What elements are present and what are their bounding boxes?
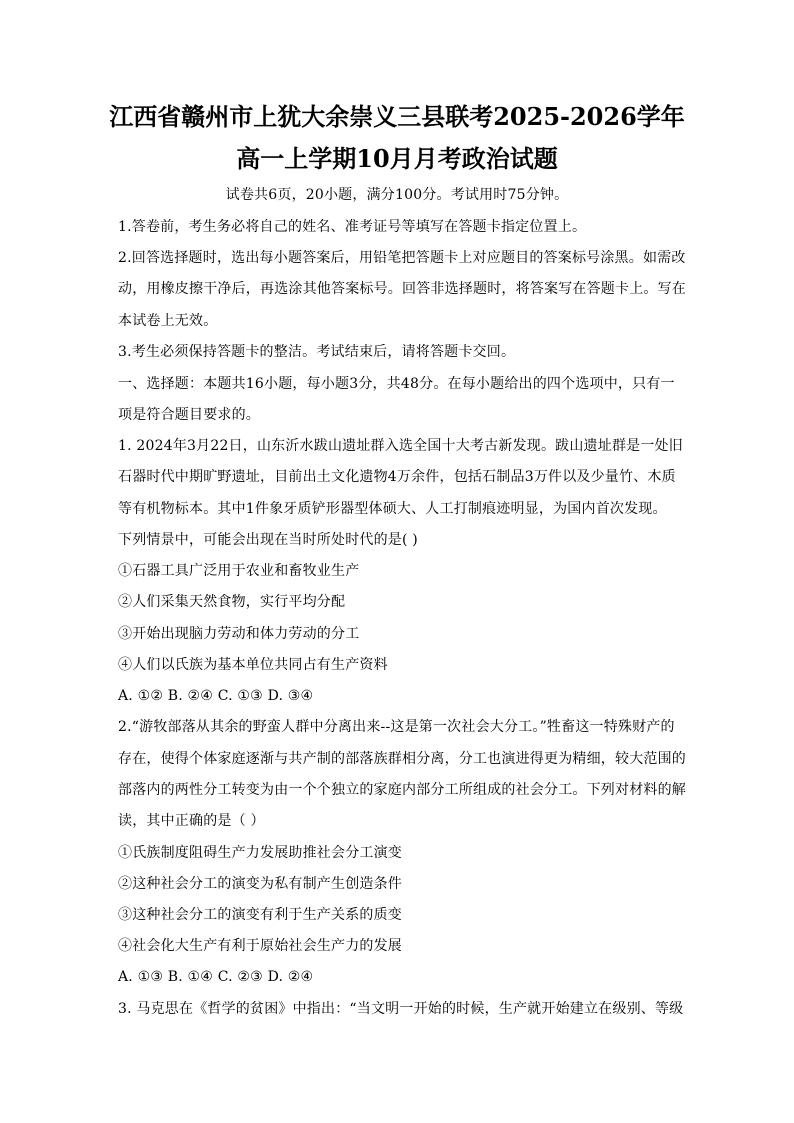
q2-stem-line-4: 读，其中正确的是（ ） bbox=[118, 813, 265, 829]
q1-stem-line-3: 等有机物标本。其中1件象牙质铲形器型体硕大、人工打制痕迹明显，为国内首次发现。 bbox=[118, 501, 667, 517]
q2-stem-line-2: 存在，使得个体家庭逐渐与共产制的部落族群相分离，分工也演进得更为精细，较大范围的 bbox=[118, 751, 686, 767]
instruction-2-line-2: 动，用橡皮擦干净后，再选涂其他答案标号。回答非选择题时，将答案写在答题卡上。写在 bbox=[118, 281, 686, 297]
instruction-2-line-3: 本试卷上无效。 bbox=[118, 313, 218, 329]
q1-option-4: ④人们以氏族为基本单位共同占有生产资料 bbox=[118, 657, 388, 673]
exam-info: 试卷共6页，20小题，满分100分。考试用时75分钟。 bbox=[225, 187, 569, 203]
instruction-1: 1.答卷前，考生务必将自己的姓名、准考证号等填写在答题卡指定位置上。 bbox=[118, 219, 587, 235]
title-line-1: 江西省赣州市上犹大余崇义三县联考2025-2026学年 bbox=[109, 102, 685, 131]
q1-option-3: ③开始出现脑力劳动和体力劳动的分工 bbox=[118, 626, 360, 642]
q1-stem-line-2: 石器时代中期旷野遗址，目前出土文化遗物4万余件，包括石制品3万件以及少量竹、木质 bbox=[118, 469, 676, 485]
q1-stem-line-4: 下列情景中，可能会出现在当时所处时代的是( ) bbox=[118, 532, 418, 548]
q3-stem-line-1: 3. 马克思在《哲学的贫困》中指出：“当文明一开始的时候，生产就开始建立在级别、等级 bbox=[118, 1001, 684, 1017]
q2-option-3: ③这种社会分工的演变有利于生产关系的质变 bbox=[118, 907, 402, 923]
q2-choices: A. ①③ B. ①④ C. ②③ D. ②④ bbox=[118, 969, 314, 985]
title-line-2: 高一上学期10月月考政治试题 bbox=[236, 144, 558, 173]
q2-option-1: ①氏族制度阻碍生产力发展助推社会分工演变 bbox=[118, 845, 402, 861]
instruction-2-line-1: 2.回答选择题时，选出每小题答案后，用铅笔把答题卡上对应题目的答案标号涂黑。如需改 bbox=[118, 250, 686, 266]
q2-option-4: ④社会化大生产有利于原始社会生产力的发展 bbox=[118, 938, 402, 954]
section-heading-line-2: 项是符合题目要求的。 bbox=[118, 407, 260, 423]
section-heading-line-1: 一、选择题：本题共16小题，每小题3分，共48分。在每小题给出的四个选项中，只有一 bbox=[118, 376, 675, 392]
q2-stem-line-1: 2.“游牧部落从其余的野蛮人群中分离出来--这是第一次社会大分工。”牲畜这一特殊财产的 bbox=[118, 719, 675, 735]
instruction-3: 3.考生必须保持答题卡的整洁。考试结束后，请将答题卡交回。 bbox=[118, 344, 516, 360]
q2-option-2: ②这种社会分工的演变为私有制产生创造条件 bbox=[118, 876, 402, 892]
q1-choices: A. ①② B. ②④ C. ①③ D. ③④ bbox=[118, 688, 314, 704]
q1-option-2: ②人们采集天然食物，实行平均分配 bbox=[118, 594, 346, 610]
q1-option-1: ①石器工具广泛用于农业和畜牧业生产 bbox=[118, 563, 360, 579]
q2-stem-line-3: 部落内的两性分工转变为由一个个独立的家庭内部分工所组成的社会分工。下列对材料的解 bbox=[118, 782, 686, 798]
q1-stem-line-1: 1. 2024年3月22日，山东沂水跋山遗址群入选全国十大考古新发现。跋山遗址群是一处旧 bbox=[118, 438, 683, 454]
